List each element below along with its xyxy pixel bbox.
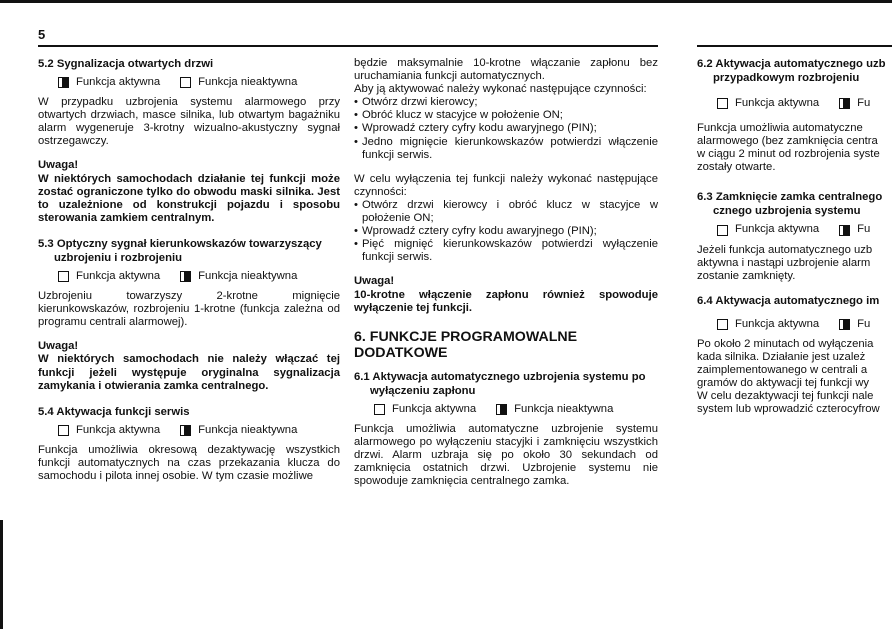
option-active[interactable]: Funkcja aktywna: [717, 97, 819, 110]
option-active[interactable]: Funkcja aktywna: [374, 403, 476, 416]
list-item: • Pięć mignięć kierunkowskazów potwierdzi wyłączenie funkcji serwis.: [354, 238, 658, 264]
page-number: 5: [38, 27, 46, 42]
empty-box-icon[interactable]: [717, 319, 728, 330]
section-6-1-text: Funkcja umożliwia automatyczne uzbrojenie systemu alarmowego po wyłączeniu stacyjki i zamknięciu wszystkich drzwi. Alarm uzbraja się po około 30 sekundach od zamknięcia ostatnich drzwi. Uzbrojenie systemu nie spowoduje zamknięcia centralnego zamka.: [354, 422, 658, 488]
checked-box-icon[interactable]: [180, 271, 191, 282]
column-right-cropped: [697, 57, 892, 428]
section-6-4-options: [697, 318, 892, 331]
checked-box-icon[interactable]: [496, 404, 507, 415]
section-6-2-text: Funkcja umożliwia automatyczne alarmowego (bez zamknięcia centra w ciągu 2 minut od rozbrojenia syste zostały otwarte.: [697, 122, 880, 174]
option-inactive[interactable]: Fu: [839, 318, 870, 331]
list-item: • Otwórz drzwi kierowcy;: [354, 96, 658, 109]
checked-box-icon[interactable]: [839, 98, 850, 109]
section-5-3-warning: [38, 340, 340, 392]
empty-box-icon[interactable]: [374, 404, 385, 415]
service-warning: [354, 275, 658, 314]
checked-box-icon[interactable]: [180, 425, 191, 436]
option-inactive[interactable]: Funkcja nieaktywna: [180, 76, 297, 89]
section-6-3-title: 6.3 Zamknięcie zamka centralnego cznego uzbrojenia systemu: [697, 191, 883, 218]
empty-box-icon[interactable]: [58, 425, 69, 436]
empty-box-icon[interactable]: [58, 271, 69, 282]
section-5-2-title: 5.2 Sygnalizacja otwartych drzwi: [38, 58, 214, 70]
section-6-2-title: 6.2 Aktywacja automatycznego uzb przypadkowym rozbrojeniu: [697, 58, 886, 84]
warning-title: Uwaga!: [38, 159, 79, 172]
section-6-2-options: [697, 97, 892, 110]
section-5-4-title: 5.4 Aktywacja funkcji serwis: [38, 405, 190, 418]
option-active[interactable]: Funkcja aktywna: [717, 318, 819, 331]
deactivation-steps: [354, 199, 658, 264]
option-active[interactable]: Funkcja aktywna: [717, 223, 819, 236]
warning-text: W niektórych samochodach działanie tej funkcji może zostać ograniczone tylko do obwodu maski silnika. Jest to uzależnione od konstrukcji pojazdu i sposobu sterowania zamkiem centralnym.: [38, 172, 340, 224]
checked-box-icon[interactable]: [839, 225, 850, 236]
checked-box-icon[interactable]: [839, 319, 850, 330]
section-5-3-options: [38, 270, 340, 283]
continued-text: będzie maksymalnie 10-krotne włączanie zapłonu bez uruchamiania funkcji automatycznych.: [354, 57, 658, 83]
option-inactive[interactable]: Fu: [839, 223, 870, 236]
option-inactive[interactable]: Funkcja nieaktywna: [180, 270, 297, 283]
checked-box-icon[interactable]: [58, 77, 69, 88]
option-inactive[interactable]: Funkcja nieaktywna: [496, 403, 613, 416]
empty-box-icon[interactable]: [717, 98, 728, 109]
option-active[interactable]: Funkcja aktywna: [58, 424, 160, 437]
page-edge-bar: [0, 520, 3, 629]
chapter-6-title: 6. FUNKCJE PROGRAMOWALNE DODATKOWE: [354, 328, 578, 361]
deactivation-intro: W celu wyłączenia tej funkcji należy wykonać następujące czynności:: [354, 172, 658, 198]
section-5-3-text: Uzbrojeniu towarzyszy 2-krotne mignięcie kierunkowskazów, rozbrojeniu 1-krotne (funkcja zależna od programu centrali alarmowej).: [38, 290, 340, 329]
header-rule: [38, 45, 658, 47]
activation-intro: Aby ją aktywować należy wykonać następujące czynności:: [354, 83, 647, 96]
list-item: • Wprowadź cztery cyfry kodu awaryjnego (PIN);: [354, 225, 658, 238]
warning-title: Uwaga!: [354, 275, 395, 288]
list-item: • Otwórz drzwi kierowcy i obróć klucz w stacyjce w położenie ON;: [354, 199, 658, 225]
section-5-2-options: [38, 76, 340, 89]
top-border-line: [0, 0, 892, 3]
column-left: [38, 57, 340, 494]
section-5-2-warning: [38, 159, 340, 224]
section-5-4-options: [38, 424, 340, 437]
warning-text: W niektórych samochodach nie należy włączać tej funkcji jeżeli występuje oryginalna sygnalizacja zamykania i otwierania zamka centralnego.: [38, 353, 340, 392]
list-item: • Obróć klucz w stacyjce w położenie ON;: [354, 109, 658, 122]
section-6-1-title: 6.1 Aktywacja automatycznego uzbrojenia systemu po wyłączeniu zapłonu: [354, 370, 646, 397]
header-rule-right: [697, 45, 892, 47]
section-6-3-text: Jeżeli funkcja automatycznego uzb aktywna i nastąpi uzbrojenie alarm zostanie zamknięty.: [697, 243, 873, 282]
section-6-1-options: [354, 403, 658, 416]
option-inactive[interactable]: Funkcja nieaktywna: [180, 424, 297, 437]
warning-title: Uwaga!: [38, 340, 79, 353]
activation-steps: [354, 96, 658, 161]
option-active[interactable]: Funkcja aktywna: [58, 270, 160, 283]
section-5-2-text: W przypadku uzbrojenia systemu alarmowego przy otwartych drzwiach, masce silnika, lub otwartym bagażniku alarm wygeneruje 3-krotny wizualno-akustyczny sygnał ostrzegawczy.: [38, 96, 340, 148]
section-6-4-title: 6.4 Aktywacja automatycznego im: [697, 294, 880, 307]
option-inactive[interactable]: Fu: [839, 97, 870, 110]
section-6-3-options: [697, 223, 892, 236]
section-5-4-text: Funkcja umożliwia okresową dezaktywację wszystkich funkcji automatycznych na czas przekazania klucza do samochodu i pilota innej osobie. W tym czasie możliwe: [38, 443, 340, 482]
list-item: • Wprowadź cztery cyfry kodu awaryjnego (PIN);: [354, 122, 658, 135]
section-6-4-text: Po około 2 minutach od wyłączenia kada silnika. Działanie jest uzależ zaimplementowanego w centrali a gramów do aktywacji tej funkcji wy W celu dezaktywacji tej funkcji nale system lub wprowadzić czterocyfrow: [697, 337, 880, 416]
option-active[interactable]: Funkcja aktywna: [58, 76, 160, 89]
column-middle: [354, 57, 658, 499]
list-item: • Jedno mignięcie kierunkowskazów potwierdzi włączenie funkcji serwis.: [354, 136, 658, 162]
empty-box-icon[interactable]: [717, 225, 728, 236]
section-5-3-title: 5.3 Optyczny sygnał kierunkowskazów towarzyszący uzbrojeniu i rozbrojeniu: [38, 237, 322, 264]
warning-text: 10-krotne włączenie zapłonu również spowoduje wyłączenie tej funkcji.: [354, 288, 658, 314]
empty-box-icon[interactable]: [180, 77, 191, 88]
